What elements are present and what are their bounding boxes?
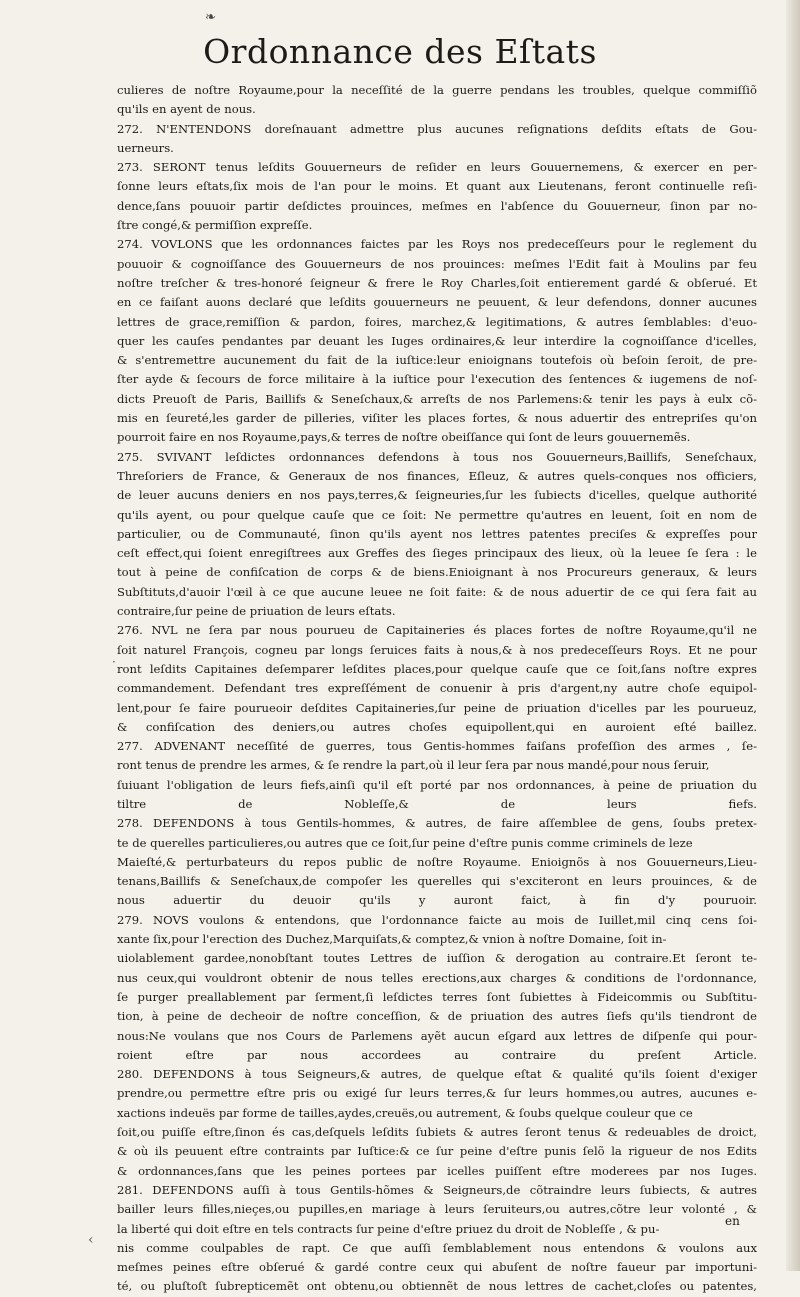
text-line: 277. ADVENANT neceſſité de guerres, tous Gentis-hommes faiſans profeſſion des armes , ſe- xyxy=(117,739,757,754)
text-line: uerneurs. xyxy=(117,140,174,155)
text-line: particulier, ou de Communauté, ſinon qu'ils ayent nos lettres patentes preciſes & expreſſes pour xyxy=(117,526,757,541)
text-line: & ordonnances,ſans que les peines portees par icelles puiſſent eſtre moderees par nos Iuges. xyxy=(117,1163,757,1178)
text-line: contraire,ſur peine de priuation de leurs eſtats. xyxy=(117,604,396,619)
text-line: xante ſix,pour l'erection des Duchez,Marquiſats,& comptez,& vnion à noſtre Domaine, ſoit in- xyxy=(117,932,667,947)
text-line: ſtre congé,& permiſſion expreſſe. xyxy=(117,218,313,233)
text-line: 278. DEFENDONS à tous Gentils-hommes, & autres, de faire aſſemblee de gens, ſoubs pretex- xyxy=(117,816,757,831)
text-line: & confiſcation des deniers,ou autres choſes equipollent,qui en auroient eſté baillez. xyxy=(117,719,757,734)
text-line: ſoit naturel François, cogneu par longs ſeruices faits à nous,& à nos predeceſſeurs Roys. Et ne pour xyxy=(117,642,757,657)
page-title: Ordonnance des Eſtats xyxy=(203,32,597,71)
text-line: Maieſté,& perturbateurs du repos public de noſtre Royaume. Enioignõs à nos Gouuerneurs,Lieu- xyxy=(117,854,757,869)
text-line: prendre,ou permettre eſtre pris ou exigé ſur leurs terres,& ſur leurs hommes,ou autres, aucunes e- xyxy=(117,1086,757,1101)
text-line: roient eſtre par nous accordees au contraire du preſent Article. xyxy=(117,1047,757,1062)
text-line: ſuiuant l'obligation de leurs fiefs,ainſi qu'il eſt porté par nos ordonnances, à peine de priuation du xyxy=(117,777,757,792)
text-line: mis en ſeureté,les garder de pilleries, viſiter les places fortes, & nous aduertir des entrepriſes qu'on xyxy=(117,411,757,426)
text-line: 281. DEFENDONS auſſi à tous Gentils-hõmes & Seigneurs,de cõtraindre leurs ſubiects, & autres xyxy=(117,1182,757,1197)
margin-dot: · xyxy=(112,655,116,669)
text-line: ront tenus de prendre les armes, & ſe rendre la part,où il leur ſera par nous mandé,pour nous ſeruir, xyxy=(117,758,710,773)
text-line: ſe purger preallablement par ſerment,ſi leſdictes terres ſont ſubiettes à Fideicommis ou Subſtitu- xyxy=(117,989,757,1004)
text-line: qu'ils en ayent de nous. xyxy=(117,102,256,117)
text-line: tiltre de Nobleſſe,& de leurs fiefs. xyxy=(117,796,757,811)
text-line: dence,ſans pouuoir partir deſdictes prouinces, meſmes en l'abſence du Gouuerneur, ſinon par no- xyxy=(117,198,757,213)
text-line: nis comme coulpables de rapt. Ce que auſſi ſemblablement nous entendons & voulons aux xyxy=(117,1240,757,1255)
text-line: nus ceux,qui vouldront obtenir de nous telles erections,aux charges & conditions de l'ordonnance, xyxy=(117,970,757,985)
text-line: qu'ils ayent, ou pour quelque cauſe que ce ſoit: Ne permettre qu'autres en leuent, ſoit en nom de xyxy=(117,507,757,522)
text-line: & s'entremettre aucunement du fait de la iuſtice:leur enioignans toutefois où beſoin ſeroit, de pre- xyxy=(117,353,757,368)
text-line: tout à peine de confiſcation de corps & de biens.Enioignant à nos Procureurs generaux, & leurs xyxy=(117,565,757,580)
catchword: en xyxy=(725,1214,740,1228)
text-line: 279. NOVS voulons & entendons, que l'ordonnance faicte au mois de Iuillet,mil cinq cens ſoi- xyxy=(117,912,757,927)
text-line: culieres de noſtre Royaume,pour la neceſſité de la guerre pendans les troubles, quelque commiſſiõ xyxy=(117,83,757,97)
text-line: en ce faiſant auons declaré que leſdits gouuerneurs ne peuuent, & leur defendons, donner aucunes xyxy=(117,295,757,310)
text-line: ceſt effect,qui ſoient enregiſtrees aux Greffes des ſieges principaux des lieux, où la leuee ſe ſera : le xyxy=(117,546,757,561)
text-line: noſtre treſcher & tres-honoré ſeigneur & frere le Roy Charles,ſoit entierement gardé & obſerué. Et xyxy=(117,275,757,290)
text-line: ſoit,ou puiſſe eſtre,ſinon és cas,deſquels leſdits ſubiets & autres ſeront tenus & redeuables de droict, xyxy=(117,1125,757,1140)
text-line: meſmes peines eſtre obſerué & gardé contre ceux qui abuſent de noſtre faueur par importuni- xyxy=(117,1260,757,1275)
margin-mark: ‹ xyxy=(88,1232,94,1248)
text-line: xactions indeuës par forme de tailles,aydes,creuës,ou autrement, & ſoubs quelque couleur que ce xyxy=(117,1105,693,1120)
text-line: te de querelles particulieres,ou autres que ce ſoit,ſur peine d'eſtre punis comme criminels de leze xyxy=(117,835,693,850)
ornament-mark: ❧ xyxy=(205,10,216,25)
text-line: dicts Preuoſt de Paris, Baillifs & Seneſchaux,& arreſts de nos Parlemens:& tenir les pays à eulx cõ- xyxy=(117,391,757,406)
text-line: de leuer aucuns deniers en nos pays,terres,& ſeigneuries,ſur les ſubiects d'icelles, quelque authorité xyxy=(117,488,757,503)
text-line: nous:Ne voulans que nos Cours de Parlemens ayẽt aucun eſgard aux lettres de diſpenſe qui pour- xyxy=(117,1028,757,1043)
text-line: nous aduertir du deuoir qu'ils y auront faict, à fin d'y pouruoir. xyxy=(117,893,757,908)
text-line: ſter ayde & ſecours de force militaire à la iuſtice pour l'execution des ſentences & iugemens de noſ- xyxy=(117,372,757,387)
text-line: & où ils peuuent eſtre contraints par Iuſtice:& ce ſur peine d'eſtre punis ſelõ la rigueur de nos Edits xyxy=(117,1144,757,1159)
text-line: uiolablement gardee,nonobſtant toutes Lettres de iuſſion & derogation au contraire.Et ſeront te- xyxy=(117,951,757,966)
text-line: quer les cauſes pendantes par deuant les Iuges ordinaires,& leur interdire la cognoiſſance d'icelles, xyxy=(117,333,757,348)
text-line: commandement. Defendant tres expreſſément de conuenir à pris d'argent,ny autre choſe equipol- xyxy=(117,681,757,696)
text-line: tenans,Baillifs & Seneſchaux,de compoſer les querelles qui s'exciteront en leurs prouinces, & de xyxy=(117,874,757,889)
text-line: Threſoriers de France, & Generaux de nos finances, Eſleuz, & autres quels-conques nos officiers, xyxy=(117,468,757,483)
text-line: té, ou pluſtoſt ſubrepticemẽt ont obtenu,ou obtiennẽt de nous lettres de cachet,cloſes ou patentes, xyxy=(117,1279,757,1294)
text-line: 272. N'ENTENDONS doreſnauant admettre plus aucunes reſignations deſdits eſtats de Gou- xyxy=(117,121,757,136)
text-line: lent,pour ſe faire pourueoir deſdites Capitaineries,ſur peine de priuation d'icelles par les pourueuz, xyxy=(117,700,757,715)
page-edge-shadow xyxy=(786,0,800,1271)
text-line: tion, à peine de decheoir de noſtre conceſſion, & de priuation des autres ſiefs qu'ils tiendront de xyxy=(117,1009,757,1024)
text-line: 276. NVL ne ſera par nous pourueu de Capitaineries és places fortes de noſtre Royaume,qu'il ne xyxy=(117,623,757,638)
text-line: lettres de grace,remiſſion & pardon, foires, marchez,& legitimations, & autres ſemblables: d'euo- xyxy=(117,314,757,329)
text-line: ſonne leurs eſtats,ſix mois de l'an pour le moins. Et quant aux Lieutenans, feront continuelle reſi- xyxy=(117,179,757,194)
text-line: Subſtituts,d'auoir l'œil à ce que aucune leuee ne ſoit faite: & de nous aduertir de ce qui ſera fait au xyxy=(117,584,757,599)
text-line: 273. SERONT tenus leſdits Gouuerneurs de reſider en leurs Gouuernemens, & exercer en per- xyxy=(117,160,757,175)
text-line: 275. SVIVANT leſdictes ordonnances defendons à tous nos Gouuerneurs,Baillifs, Seneſchaux, xyxy=(117,449,757,464)
text-line: 274. VOVLONS que les ordonnances faictes par les Roys nos predeceſſeurs pour le reglement du xyxy=(117,237,757,252)
text-line: la liberté qui doit eſtre en tels contracts ſur peine d'eſtre priuez du droit de Nobleſſe , & pu- xyxy=(117,1221,660,1236)
text-line: pourroit faire en nos Royaume,pays,& terres de noſtre obeiſſance qui ſont de leurs gouuernemẽs. xyxy=(117,430,691,445)
text-line: pouuoir & cognoiſſance des Gouuerneurs de nos prouinces: meſmes l'Edit fait à Moulins par feu xyxy=(117,256,757,271)
body-text xyxy=(117,81,757,1297)
text-line: bailler leurs filles,nieçes,ou pupilles,en mariage à leurs ſeruiteurs,ou autres,cõtre leur volonté , & xyxy=(117,1202,757,1217)
text-line: ront leſdits Capitaines deſemparer leſdites places,pour quelque cauſe que ce ſoit,ſans noſtre expres xyxy=(117,661,757,676)
text-line: 280. DEFENDONS à tous Seigneurs,& autres, de quelque eſtat & qualité qu'ils ſoient d'exiger xyxy=(117,1067,757,1082)
